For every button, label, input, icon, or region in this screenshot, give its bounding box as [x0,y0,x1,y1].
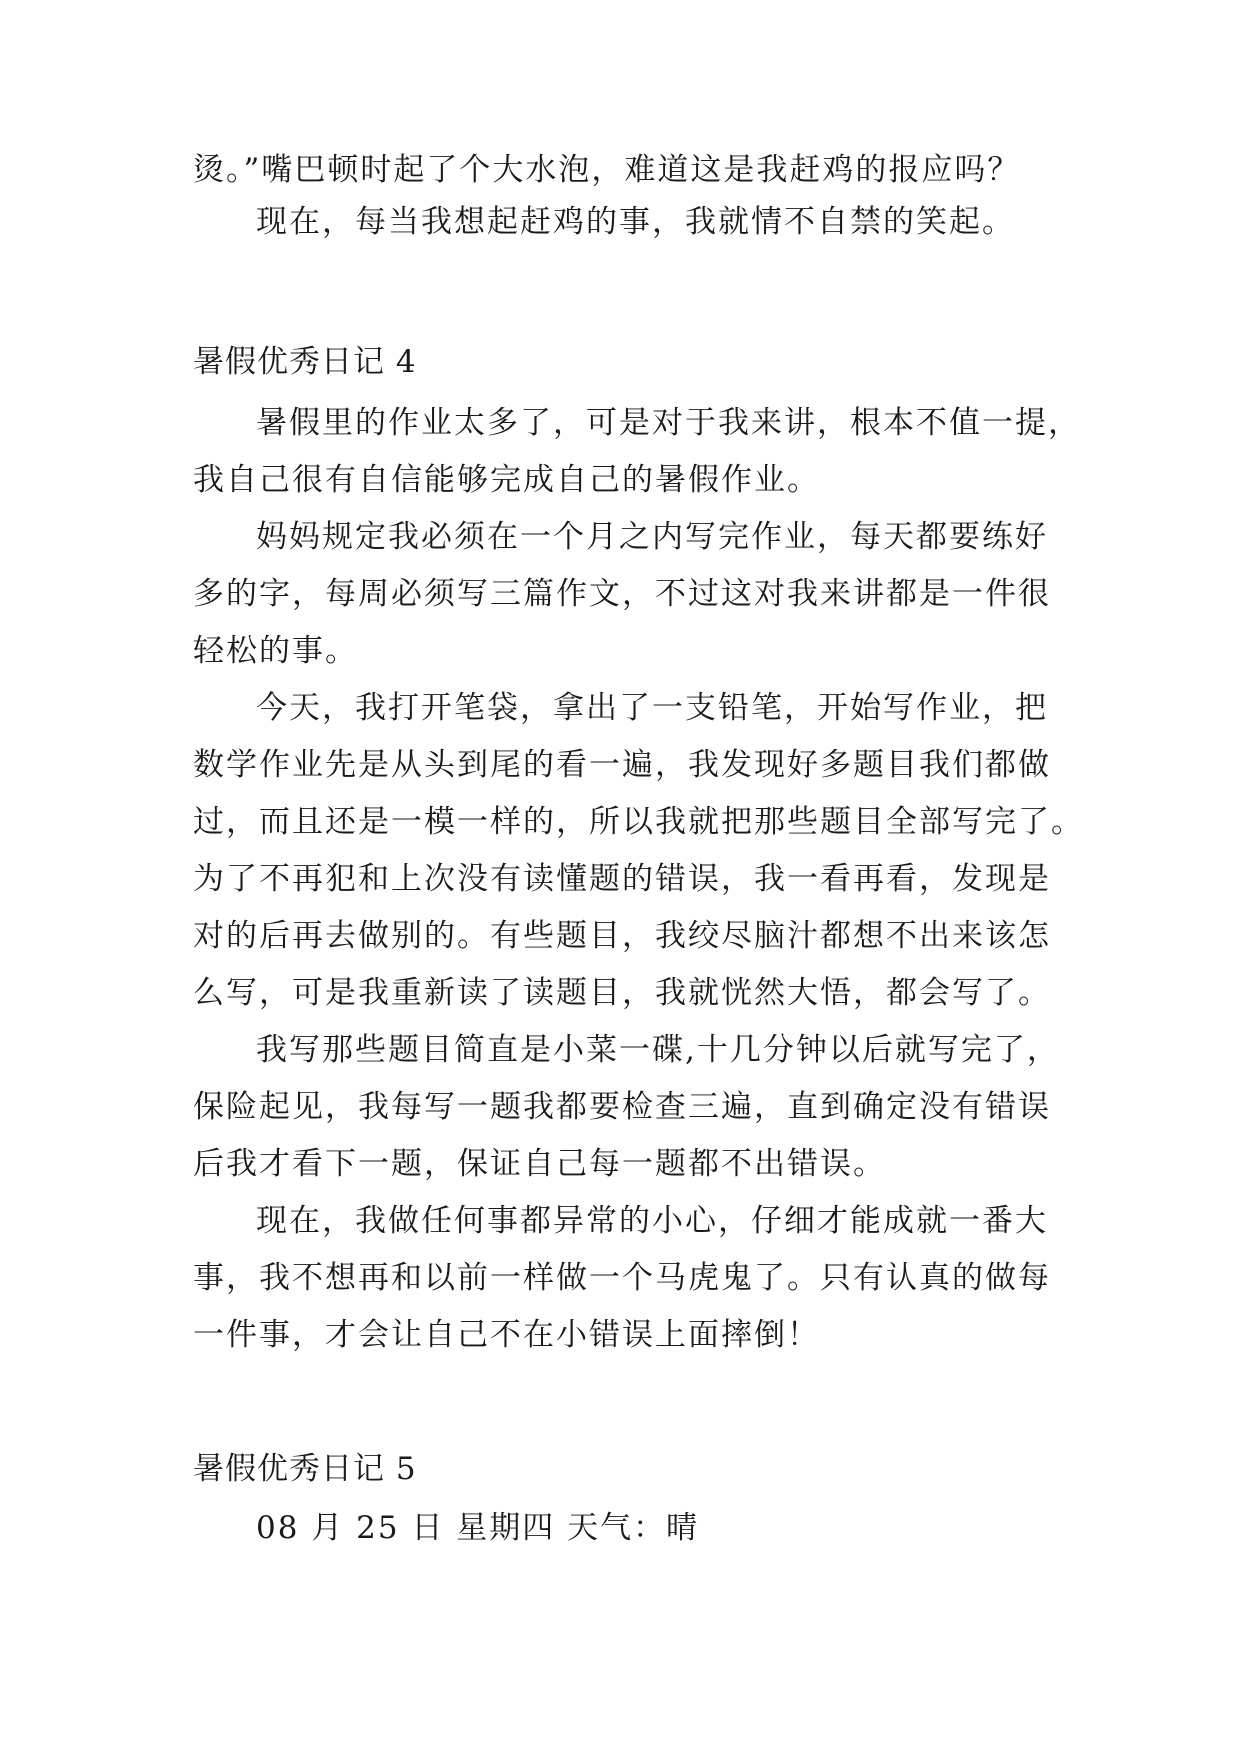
paragraph-line: 为了不再犯和上次没有读懂题的错误，我一看再看，发现是 [193,861,1051,897]
paragraph-line: 现在，我做任何事都异常的小心，仔细才能成就一番大 [256,1203,1048,1239]
paragraph-line: 过，而且还是一模一样的，所以我就把那些题目全部写完了。 [193,804,1084,840]
paragraph-line: 对的后再去做别的。有些题目，我绞尽脑汁都想不出来该怎 [193,918,1051,954]
section-heading: 暑假优秀日记 4 [193,344,417,380]
paragraph-line: 轻松的事。 [193,633,358,669]
paragraph-line: 妈妈规定我必须在一个月之内写完作业，每天都要练好 [256,519,1048,555]
diary-date-line: 08 月 25 日 星期四 天气：晴 [256,1510,700,1546]
paragraph-line: 现在，每当我想起赶鸡的事，我就情不自禁的笑起。 [256,204,1015,240]
paragraph-line: 一件事，才会让自己不在小错误上面摔倒！ [193,1317,820,1353]
paragraph-line: 数学作业先是从头到尾的看一遍，我发现好多题目我们都做 [193,747,1051,783]
paragraph-line: 今天，我打开笔袋，拿出了一支铅笔，开始写作业，把 [256,690,1048,726]
paragraph-line: 我写那些题目简直是小菜一碟,十几分钟以后就写完了， [256,1032,1060,1068]
paragraph-line: 多的字，每周必须写三篇作文，不过这对我来讲都是一件很 [193,576,1051,612]
paragraph-line: 烫。”嘴巴顿时起了个大水泡，难道这是我赶鸡的报应吗？ [193,152,1021,188]
paragraph-line: 保险起见，我每写一题我都要检查三遍，直到确定没有错误 [193,1089,1051,1125]
paragraph-line: 么写，可是我重新读了读题目，我就恍然大悟，都会写了。 [193,975,1051,1011]
paragraph-line: 我自己很有自信能够完成自己的暑假作业。 [193,462,820,498]
paragraph-line: 事，我不想再和以前一样做一个马虎鬼了。只有认真的做每 [193,1260,1051,1296]
paragraph-line: 后我才看下一题，保证自己每一题都不出错误。 [193,1146,886,1182]
section-heading: 暑假优秀日记 5 [193,1451,417,1487]
paragraph-line: 暑假里的作业太多了，可是对于我来讲，根本不值一提， [256,405,1081,441]
